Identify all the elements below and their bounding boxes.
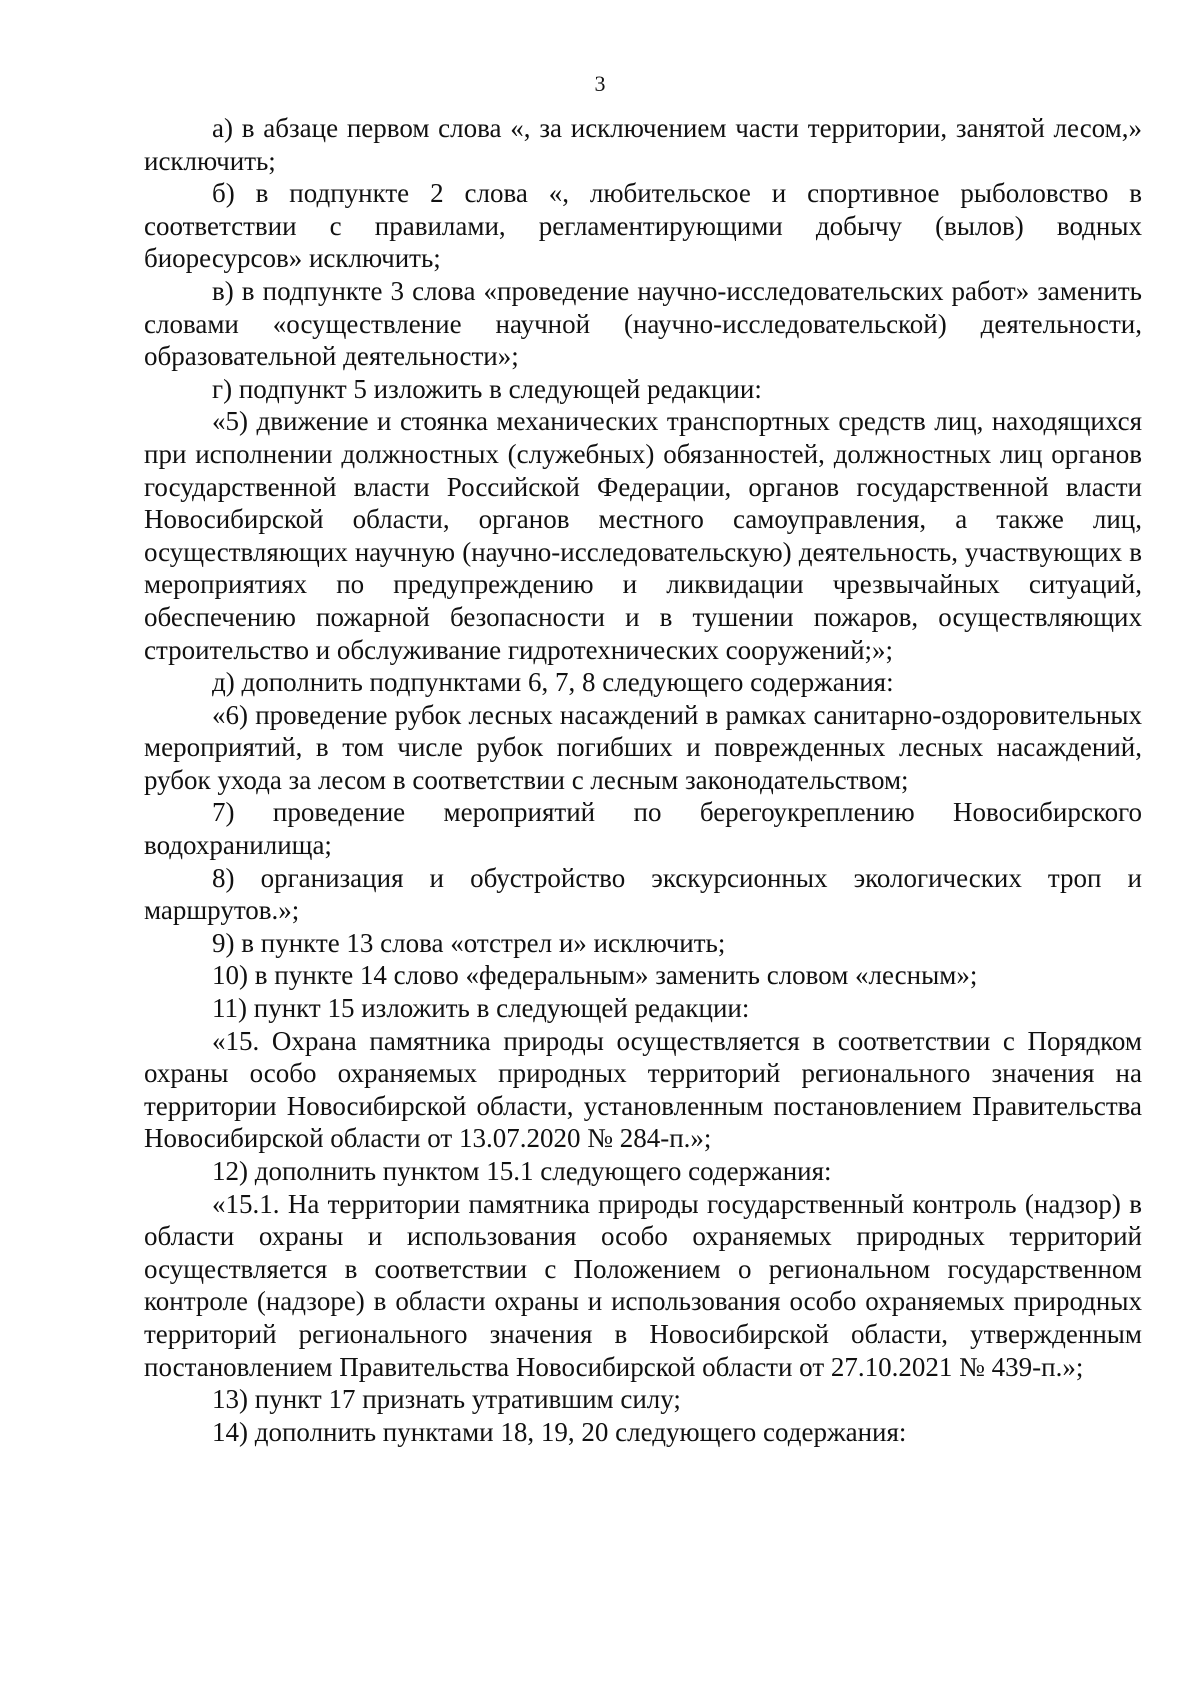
paragraph-v: в) в подпункте 3 слова «проведение научно-исследовательских работ» заменить словами «осуществление научной (научно-исследовательской) деятельности, образовательной деятельности»; — [144, 275, 1142, 372]
paragraph-item-14: 14) дополнить пунктами 18, 19, 20 следующего содержания: — [212, 1416, 907, 1447]
paragraph-item-13: 13) пункт 17 признать утратившим силу; — [212, 1384, 681, 1415]
paragraph-item-9: 9) в пункте 13 слова «отстрел и» исключить; — [212, 927, 726, 958]
paragraph-a: а) в абзаце первом слова «, за исключением части территории, занятой лесом,» исключить; — [144, 113, 1142, 176]
paragraph-b: б) в подпункте 2 слова «, любительское и спортивное рыболовство в соответствии с правилами, регламентирующими добычу (вылов) водных биоресурсов» исключить; — [144, 178, 1142, 274]
paragraph-point-15: «15. Охрана памятника природы осуществляется в соответствии с Порядком охраны особо охраняемых природных территорий регионального значения на территории Новосибирской области, установленным постановлением Правительства Новосибирской области от 13.07.2020 № 284-п.»; — [144, 1025, 1142, 1154]
paragraph-subpoint-7: 7) проведение мероприятий по берегоукреплению Новосибирского водохранилища; — [144, 797, 1142, 861]
paragraph-subpoint-8: 8) организация и обустройство экскурсионных экологических троп и маршрутов.»; — [144, 862, 1142, 926]
paragraph-point-15-1: «15.1. На территории памятника природы государственный контроль (надзор) в области охраны и использования особо охраняемых природных территорий осуществляется в соответствии с Положением о региональном государственном контроле (надзоре) в области охраны и использования особо охраняемых природных территорий регионального значения в Новосибирской области, утвержденным постановлением Правительства Новосибирской области от 27.10.2021 № 439-п.»; — [144, 1188, 1142, 1382]
paragraph-item-10: 10) в пункте 14 слово «федеральным» заменить словом «лесным»; — [212, 960, 978, 991]
paragraph-d: д) дополнить подпунктами 6, 7, 8 следующего содержания: — [212, 667, 894, 698]
page-number: 3 — [594, 71, 606, 96]
paragraph-item-12: 12) дополнить пунктом 15.1 следующего содержания: — [212, 1156, 832, 1186]
paragraph-subpoint-6: «6) проведение рубок лесных насаждений в рамках санитарно-оздоровительных мероприятий, в том числе рубок погибших и поврежденных лесных насаждений, рубок ухода за лесом в соответствии с лесным законодательством; — [144, 699, 1142, 795]
document-body — [144, 112, 1142, 1448]
paragraph-item-11: 11) пункт 15 изложить в следующей редакции: — [212, 993, 750, 1024]
paragraph-g: г) подпункт 5 изложить в следующей редакции: — [212, 373, 762, 404]
paragraph-subpoint-5: «5) движение и стоянка механических транспортных средств лиц, находящихся при исполнении должностных (служебных) обязанностей, должностных лиц органов государственной власти Российской Федерации, органов государственной власти Новосибирской области, органов местного самоуправления, а также лиц, осуществляющих научную (научно-исследовательскую) деятельность, участвующих в мероприятиях по предупреждению и ликвидации чрезвычайных ситуаций, обеспечению пожарной безопасности и в тушении пожаров, осуществляющих строительство и обслуживание гидротехнических сооружений;»; — [144, 406, 1142, 665]
